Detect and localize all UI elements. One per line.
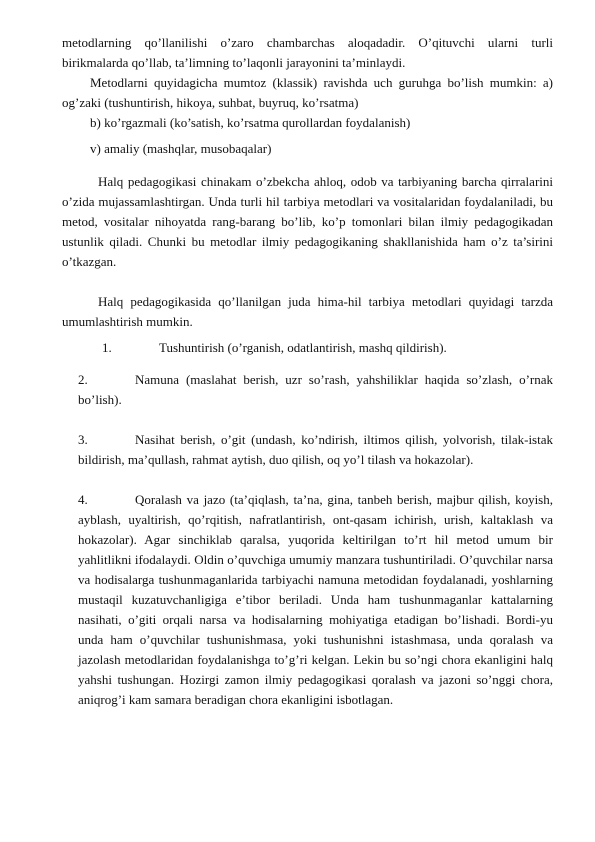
list-text: Qoralash va jazo (ta’qiqlash, ta’na, gina, tanbeh berish, majbur qilish, koyish, ayblash, uyaltirish, qo’rqitish, nafratlantirish, ont-qasam ichirish, urish, kaltaklash va hokazolar). Agar sinchiklab qaralsa, yuqorida keltirilgan to’rt hil metod umum bir yahlitlikni ifodalaydi. Oldin o’quvchiga umumiy manzara tushuntiriladi. O’quvchilar narsa va hodisalarga tushunmaganlarida tarbiyachi namuna metodidan foydalanadi, yoshlarning mustaqil kuzatuvchanligiga e’tibor beriladi. Unda ham tushunmaganlar kattalarning nasihati, o’giti orqali narsa va hodisalarning mohiyatiga etadigan bo’lishadi. Bordi-yu unda ham o’quvchilar tushunishmasa, yoki tushunishni istashmasa, unda qoralash va jazolash metodlaridan foydalanishga to’g’ri kelgan. Lekin bu so’ngi chora ekanligini halq yahshi tushungan. Hozirgi zamon ilmiy pedagogikasi qoralash va jazoni so’nggi chora, aniqrog’i kam samara beradigan chora ekanligini isbotlagan. bbox=[78, 492, 553, 707]
paragraph-methods-summary: Halq pedagogikasida qo’llanilgan juda hima-hil tarbiya metodlari quyidagi tarzda umumlashtirish mumkin. bbox=[62, 294, 553, 329]
list-number: 2. bbox=[78, 372, 88, 387]
list-item-1 bbox=[78, 338, 553, 358]
list-number: 1. bbox=[102, 340, 112, 355]
list-item-3 bbox=[78, 430, 553, 470]
classification-b: b) ko’rgazmali (ko’satish, ko’rsatma qurollardan foydalanish) bbox=[90, 115, 411, 130]
paragraph-classification: Metodlarni quyidagicha mumtoz (klassik) ravishda uch guruhga bo’lish mumkin: a) og’zaki (tushuntirish, hikoya, suhbat, buyruq, ko’rsatma) bbox=[62, 75, 553, 110]
list-number: 3. bbox=[78, 432, 88, 447]
list-text: Nasihat berish, o’git (undash, ko’ndirish, iltimos qilish, yolvorish, tilak-istak bildirish, ma’qullash, rahmat aytish, duo qilish, oq yo’l tilash va hokazolar). bbox=[78, 432, 553, 467]
paragraph-methods-intro: metodlarning qo’llanilishi o’zaro chambarchas aloqadadir. O’qituvchi ularni turli birikmalarda qo’llab, ta’limning to’laqonli jarayonini ta’minlaydi. bbox=[62, 35, 553, 70]
list-text: Namuna (maslahat berish, uzr so’rash, yahshiliklar haqida so’zlash, o’rnak bo’lish). bbox=[78, 372, 553, 407]
list-item-4 bbox=[78, 490, 553, 710]
list-number: 4. bbox=[78, 492, 88, 507]
classification-v: v) amaliy (mashqlar, musobaqalar) bbox=[90, 141, 272, 156]
list-text: Tushuntirish (o’rganish, odatlantirish, mashq qildirish). bbox=[159, 340, 447, 355]
list-item-2 bbox=[78, 370, 553, 410]
paragraph-folk-pedagogy: Halq pedagogikasi chinakam o’zbekcha ahloq, odob va tarbiyaning barcha qirralarini o’zida mujassamlashtirgan. Unda turli hil tarbiya metodlari va vositalaridan foydalaniladi, bu metod, vositalar nihoyatda rang-barang bo’lib, ko’p tomonlari bilan ilmiy pedagogikadan ustunlik qiladi. Chunki bu metodlar ilmiy pedagogikaning shakllanishida ham o’z ta’sirini o’tkazgan. bbox=[62, 174, 553, 269]
